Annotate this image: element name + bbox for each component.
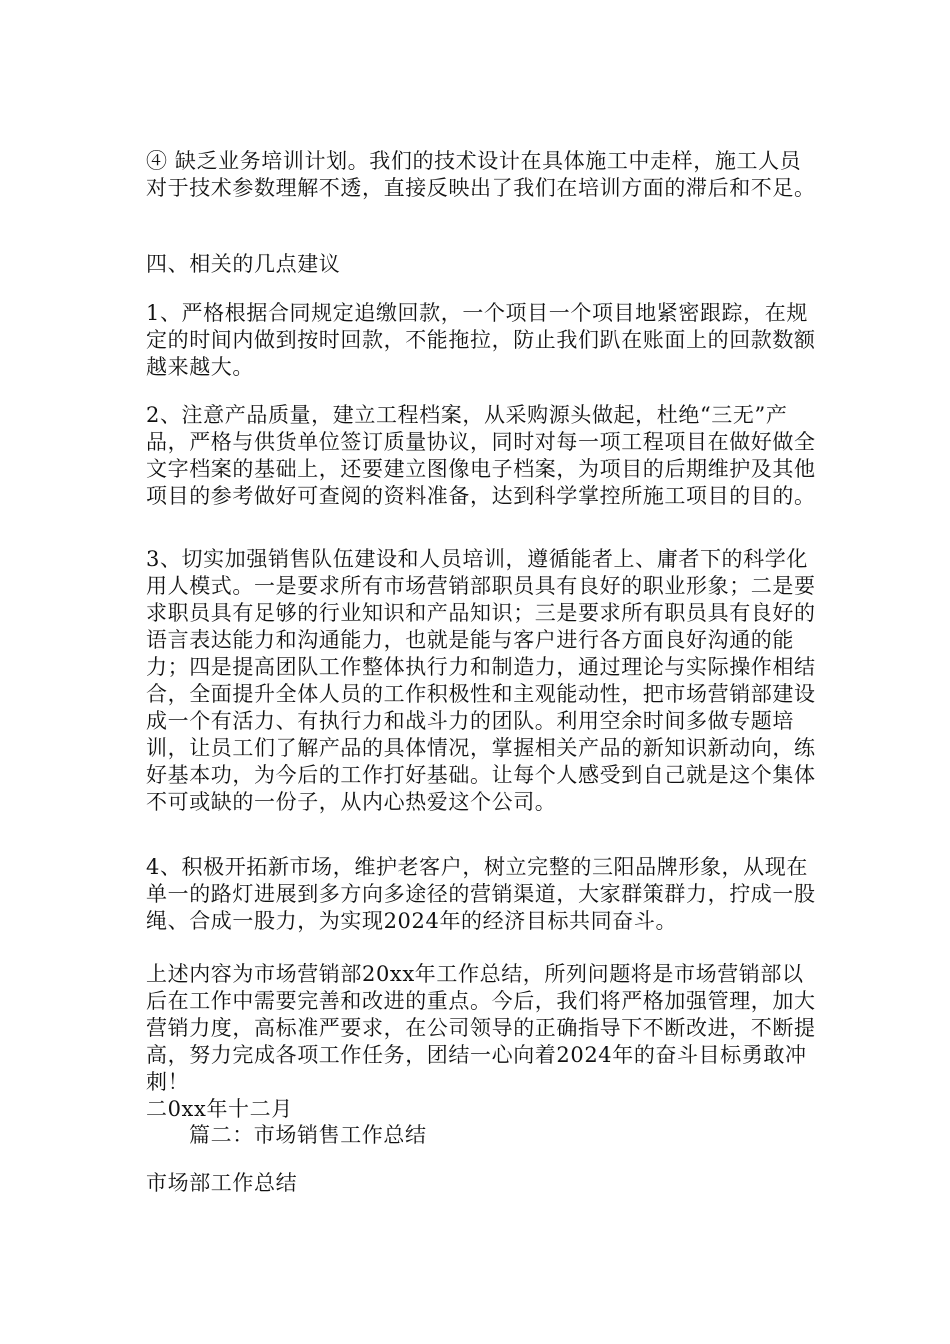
suggestion-paragraph-4: 4、积极开拓新市场，维护老客户，树立完整的三阳品牌形象，从现在单一的路灯进展到多方向多途径的营销渠道，大家群策群力，拧成一股绳、合成一股力，为实现2024年的经济目标共同奋斗。 <box>146 855 816 933</box>
summary-paragraph: 上述内容为市场营销部20xx年工作总结，所列问题将是市场营销部以后在工作中需要完善和改进的重点。今后，我们将严格加强管理，加大营销力度，高标准严要求，在公司领导的正确指导下不断改进，不断提高，努力完成各项工作任务，团结一心向着2024年的奋斗目标勇敢冲刺！ <box>146 962 816 1094</box>
department-summary-title: 市场部工作总结 <box>146 1171 298 1195</box>
suggestion-paragraph-3: 3、切实加强销售队伍建设和人员培训，遵循能者上、庸者下的科学化用人模式。一是要求所有市场营销部职员具有良好的职业形象；二是要求职员具有足够的行业知识和产品知识；三是要求所有职员具有良好的语言表达能力和沟通能力，也就是能与客户进行各方面良好沟通的能力；四是提高团队工作整体执行力和制造力，通过理论与实际操作相结合，全面提升全体人员的工作积极性和主观能动性，把市场营销部建设成一个有活力、有执行力和战斗力的团队。利用空余时间多做专题培训，让员工们了解产品的具体情况，掌握相关产品的新知识新动向，练好基本功，为今后的工作打好基础。让每个人感受到自己就是这个集体不可或缺的一份子，从内心热爱这个公司。 <box>146 547 816 814</box>
suggestion-paragraph-1: 1、严格根据合同规定追缴回款，一个项目一个项目地紧密跟踪，在规定的时间内做到按时回款，不能拖拉，防止我们趴在账面上的回款数额越来越大。 <box>146 301 816 379</box>
part-two-title: 篇二：市场销售工作总结 <box>189 1123 427 1147</box>
paragraph-training-shortage: ④ 缺乏业务培训计划。我们的技术设计在具体施工中走样，施工人员对于技术参数理解不透，直接反映出了我们在培训方面的滞后和不足。 <box>146 149 816 200</box>
date-line: 二0xx年十二月 <box>146 1097 293 1121</box>
section-heading-suggestions: 四、相关的几点建议 <box>146 252 341 276</box>
suggestion-paragraph-2: 2、注意产品质量，建立工程档案，从采购源头做起，杜绝“三无”产品，严格与供货单位签订质量协议，同时对每一项工程项目在做好做全文字档案的基础上，还要建立图像电子档案，为项目的后期维护及其他项目的参考做好可查阅的资料准备，达到科学掌控所施工项目的目的。 <box>146 403 816 508</box>
